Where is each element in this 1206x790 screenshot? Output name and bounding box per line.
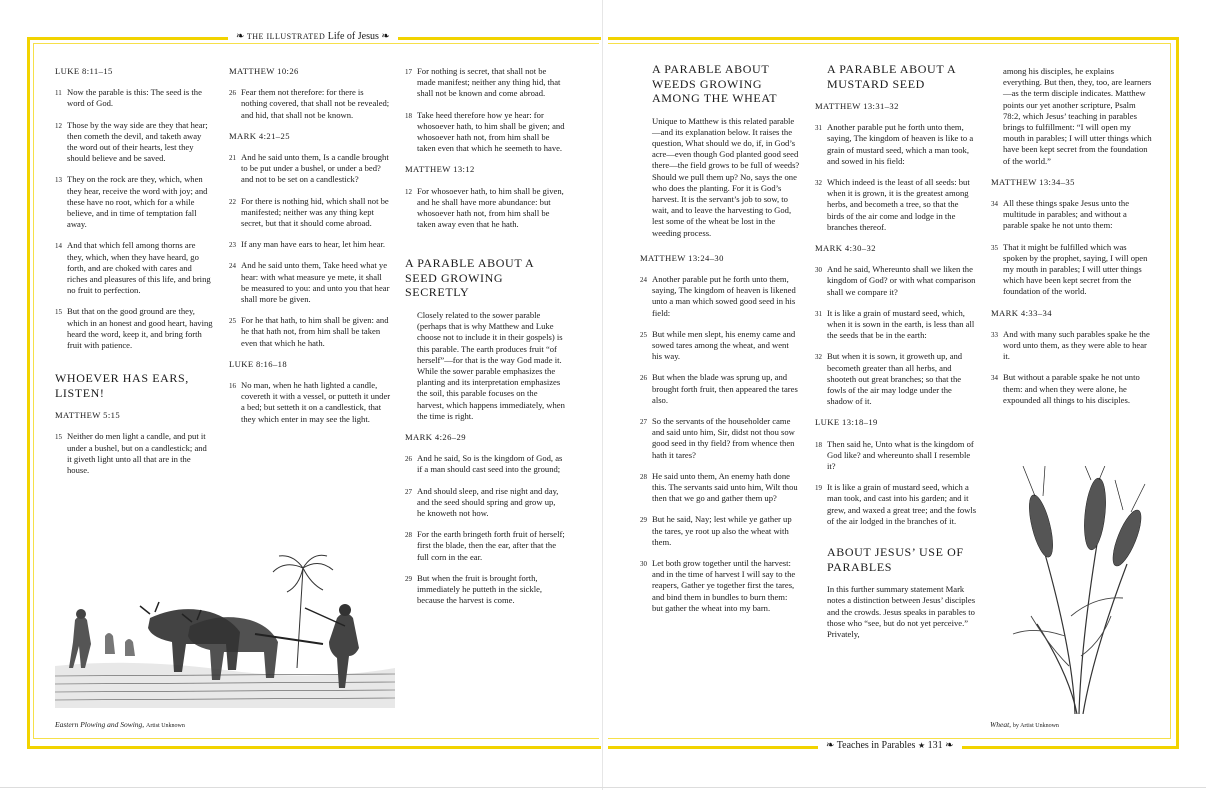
verse [55, 120, 213, 165]
page-number: 131 [927, 740, 943, 751]
verse-number: 35 [991, 243, 998, 252]
verse-text: And with many such parables spake he the word unto them, as they were able to hear it. [1003, 328, 1150, 362]
verse-text: They on the rock are they, which, when they hear, receive the word with joy; and these have no root, which for a while believe, and in time of temptation fall away. [67, 174, 208, 230]
verse [55, 87, 213, 109]
column-5 [815, 62, 977, 650]
column-2 [229, 66, 391, 435]
verse [405, 486, 565, 520]
verse-number: 13 [55, 176, 62, 185]
verse-text: But that on the good ground are they, which in an honest and good heart, having heard the word, keep it, and bring forth fruit with patience. [67, 306, 213, 351]
leaf-ornament-icon: ❧ [236, 31, 245, 42]
verse-number: 16 [229, 382, 236, 391]
verse-number: 31 [815, 124, 822, 133]
verse-number: 15 [55, 433, 62, 442]
verse-text: Fear them not therefore: for there is nothing covered, that shall not be revealed; and hid, that shall not be known. [241, 87, 390, 120]
section-heading: ABOUT JESUS’ USE OF PARABLES [827, 545, 964, 574]
verse-text: For there is nothing hid, which shall not be manifested; neither was any thing kept secret, but that it should come abroad. [241, 195, 389, 229]
verse-number: 17 [405, 68, 412, 76]
verse-text: Then said he, Unto what is the kingdom of God like? and whereunto shall I resemble it? [827, 438, 974, 472]
illustration-caption [990, 720, 1059, 729]
illustration-caption [55, 720, 185, 729]
section-heading: WHOEVER HAS EARS, LISTEN! [55, 371, 189, 400]
verse [815, 308, 977, 342]
verse [229, 196, 391, 230]
scripture-reference: MARK 4:26–29 [405, 431, 466, 442]
scripture-reference: MATTHEW 13:31–32 [815, 101, 899, 111]
scripture-reference: MARK 4:21–25 [229, 130, 290, 141]
verse [640, 471, 800, 505]
verse [991, 372, 1153, 406]
verse-text: Another parable put he forth unto them, saying, The kingdom of heaven is likened unto a man which sowed good seed in his field: [652, 273, 796, 318]
verse-text: But when it is sown, it groweth up, and becometh greater than all herbs, and shooteth out great branches; so that the fowls of the air may lodge under the shadow of it. [827, 351, 963, 407]
verse-number: 12 [405, 187, 412, 196]
verse [815, 439, 977, 473]
scripture-reference: MARK 4:33–34 [991, 307, 1052, 318]
verse-number: 32 [815, 179, 822, 188]
column-1 [55, 66, 213, 486]
scripture-reference: MATTHEW 5:15 [55, 410, 121, 421]
verse [640, 416, 800, 461]
scripture-reference: MATTHEW 13:12 [405, 164, 475, 175]
verse [640, 372, 800, 406]
scripture-reference: LUKE 8:11–15 [55, 66, 113, 76]
verse-text: Take heed therefore how ye hear: for whosoever hath, to him shall be given; and whosoever hath not, from him shall be taken even that which he seemeth to have. [417, 109, 565, 154]
column-4 [640, 62, 800, 624]
verse-number: 18 [815, 440, 822, 449]
caption-title: Wheat, [990, 720, 1012, 729]
verse [405, 453, 565, 475]
caption-title: Eastern Plowing and Sowing, [55, 720, 145, 729]
verse-number: 15 [55, 308, 62, 317]
verse-text: And that which fell among thorns are they, which, when they have heard, go forth, and are choked with cares and riches and pleasures of this life, and bring no fruit to perfection. [67, 240, 211, 296]
verse [815, 351, 977, 407]
verse-text: Let both grow together until the harvest: and in the time of harvest I will say to the reapers, Gather ye together first the tares, and bind them in bundles to burn them: but gather the wheat into my barn. [652, 558, 796, 613]
verse-number: 24 [229, 262, 236, 271]
verse-number: 14 [55, 242, 62, 251]
section-heading: A PARABLE ABOUT A SEED GROWING SECRETLY [405, 256, 534, 300]
verse-number: 26 [229, 89, 236, 98]
verse-text: And should sleep, and rise night and day, and the seed should spring and grow up, he knoweth not how. [417, 485, 559, 518]
verse-text: No man, when he hath lighted a candle, covereth it with a vessel, or putteth it under a bed; but setteth it on a candlestick, that they which enter in may see the light. [241, 380, 391, 424]
verse [991, 198, 1153, 232]
verse [991, 329, 1153, 363]
verse-text: For whosoever hath, to him shall be given, and he shall have more abundance: but whosoever hath not, from him shall be taken away even that he hath. [417, 185, 564, 230]
commentary-paragraph: among his disciples, he explains everything. But then, they, too, are learners—as the term disciple indicates. Matthew points our yet another scripture, Psalm 78:2, which Jesus’ teaching in parables brings to fulfillment: “I will open my mouth in parables; I will utter things which have been kept secret from the foundation of the world.” [1003, 66, 1152, 166]
verse-number: 19 [815, 484, 822, 493]
verse-text: And he said, Whereunto shall we liken the kingdom of God? or with what comparison shall we compare it? [827, 264, 976, 297]
verse [405, 186, 565, 231]
commentary-paragraph: In this further summary statement Mark notes a distinction between Jesus’ disciples and the crowds. Jesus speaks in parables to those who “see, but do not yet perceive.” Privately, [827, 584, 976, 639]
leaf-ornament-icon: ❧ [381, 31, 390, 42]
commentary-paragraph: Unique to Matthew is this related parable—and its explanation below. It raises the question, What should we do, if, in God’s acre—even though God planted good seed there—the field grows to be full of weeds? Should we pull them up? No, says the one who does the planting. For it is God’s harvest. It is the servant’s job to sow, to wait, and to leave the harvesting to God, lest some of the wheat be lost in the weeding process. [652, 115, 800, 238]
verse-number: 28 [640, 472, 647, 481]
leaf-ornament-icon: ❧ [826, 740, 835, 751]
verse-text: That it might be fulfilled which was spoken by the prophet, saying, I will open my mouth in parables; I will utter things which have been kept secret from the foundation of the world. [1003, 241, 1148, 297]
verse-number: 11 [55, 89, 62, 98]
verse [405, 110, 565, 155]
verse-number: 33 [991, 330, 998, 339]
verse [640, 329, 800, 363]
section-heading: A PARABLE ABOUT WEEDS GROWING AMONG THE WHEAT [652, 62, 778, 105]
verse-number: 29 [405, 574, 412, 583]
verse [991, 242, 1153, 298]
verse [229, 152, 391, 186]
verse-number: 28 [405, 531, 412, 540]
verse-text: For he that hath, to him shall be given: and he that hath not, from him shall be taken even that which he hath. [241, 315, 389, 348]
scripture-reference: MATTHEW 13:34–35 [991, 176, 1075, 187]
verse-text: It is like a grain of mustard seed, which a man took, and cast into his garden; and it grew, and waxed a great tree; and the fowls of the air lodged in the branches of it. [827, 482, 977, 526]
verse-number: 31 [815, 309, 822, 318]
verse-text: But when the fruit is brought forth, immediately he putteth in the sickle, because the harvest is come. [417, 572, 543, 606]
verse-text: It is like a grain of mustard seed, which, when it is sown in the earth, is less than all the seeds that be in the earth: [827, 307, 975, 341]
verse [229, 260, 391, 305]
verse-number: 21 [229, 154, 236, 163]
caption-artist: Artist Unknown [146, 723, 185, 729]
verse-number: 34 [991, 374, 998, 383]
column-3 [405, 66, 565, 616]
footer-section: Teaches in Parables [836, 740, 916, 751]
verse-number: 23 [229, 241, 236, 250]
running-header [228, 31, 398, 42]
scripture-reference: MATTHEW 13:24–30 [640, 252, 724, 263]
verse-text: But he said, Nay; lest while ye gather up the tares, ye root up also the wheat with them. [652, 514, 792, 547]
verse-text: Which indeed is the least of all seeds: but when it is grown, it is the greatest among herbs, and becometh a tree, so that the birds of the air come and lodge in the branches thereof. [827, 177, 970, 232]
verse-text: All these things spake Jesus unto the multitude in parables; and without a parable spake he not unto them: [1003, 198, 1130, 231]
scripture-reference: LUKE 8:16–18 [229, 358, 288, 369]
verse-text: And he said unto them, Is a candle brought to be put under a bushel, or under a bed? and not to be set on a candlestick? [241, 152, 389, 185]
verse-number: 29 [640, 516, 647, 525]
verse-text: He said unto them, An enemy hath done this. The servants said unto him, Wilt thou then that we go and gather them up? [652, 470, 798, 504]
verse-text: And he said unto them, Take heed what ye hear: with what measure ye mete, it shall be measured to you: and unto you that hear shall more be given. [241, 260, 390, 305]
verse [55, 174, 213, 230]
verse-number: 27 [640, 417, 647, 426]
section-heading: A PARABLE ABOUT A MUSTARD SEED [827, 62, 956, 91]
verse-text: But while men slept, his enemy came and sowed tares among the wheat, and went his way. [652, 328, 796, 362]
verse [405, 573, 565, 607]
verse-number: 18 [405, 111, 412, 120]
leaf-ornament-icon: ❧ [945, 740, 954, 751]
scripture-reference: LUKE 13:18–19 [815, 417, 878, 428]
verse [55, 240, 213, 296]
verse [55, 306, 213, 351]
verse-number: 30 [815, 266, 822, 275]
scripture-reference: MATTHEW 10:26 [229, 66, 299, 76]
verse-text: If any man have ears to hear, let him hear. [241, 239, 386, 250]
verse-text: Now the parable is this: The seed is the word of God. [67, 87, 202, 109]
verse-number: 25 [640, 330, 647, 339]
verse-number: 27 [405, 487, 412, 496]
verse-text: Neither do men light a candle, and put it under a bushel, but on a candlestick; and it giveth light unto all that are in the house. [67, 431, 207, 476]
verse [815, 482, 977, 527]
verse-number: 25 [229, 317, 236, 326]
column-6 [991, 66, 1153, 416]
verse [229, 380, 391, 425]
verse [640, 558, 800, 614]
footer-star-icon: ★ [917, 741, 926, 750]
verse-text: For nothing is secret, that shall not be made manifest; neither any thing hid, that shall not be known and come abroad. [417, 66, 561, 99]
verse-text: And he said, So is the kingdom of God, as if a man should cast seed into the ground; [417, 453, 563, 475]
bottom-divider [0, 787, 1206, 788]
verse-text: Another parable put he forth unto them, saying, The kingdom of heaven is like to a grain of mustard seed, which a man took, and sowed in his field: [827, 122, 974, 166]
verse-number: 26 [405, 455, 412, 464]
verse [229, 87, 391, 121]
verse-text: But when the blade was sprung up, and brought forth fruit, then appeared the tares also. [652, 372, 798, 405]
verse-number: 32 [815, 353, 822, 362]
verse [815, 264, 977, 298]
header-book-title-small: THE ILLUSTRATED [246, 32, 326, 41]
verse [229, 239, 391, 250]
verse-text: But without a parable spake he not unto them: and when they were alone, he expounded all things to his disciples. [1003, 372, 1140, 405]
verse-text: Those by the way side are they that hear; then cometh the devil, and taketh away the word out of their hearts, lest they should believe and be saved. [67, 119, 208, 164]
verse-number: 34 [991, 200, 998, 209]
verse [815, 177, 977, 233]
commentary-paragraph: Closely related to the sower parable (perhaps that is why Matthew and Luke choose not to include it in their gospels) is this parable. The earth produces fruit “of herself”—for that is the way God made it. While the sower parable emphasizes the planting and its interpretation emphasizes the soil, this parable focuses on the harvest, which happens immediately, when the time is right. [417, 309, 565, 421]
header-book-title-main: Life of Jesus [327, 31, 379, 42]
verse-number: 24 [640, 275, 647, 284]
verse [229, 315, 391, 349]
wheat-illustration [1005, 466, 1155, 714]
verse [640, 514, 800, 548]
verse-number: 22 [229, 197, 236, 206]
scripture-reference: MARK 4:30–32 [815, 243, 876, 254]
caption-artist: by Artist Unknown [1012, 723, 1059, 729]
verse-number: 30 [640, 560, 647, 568]
page-gutter [602, 0, 603, 790]
verse [640, 274, 800, 319]
plowing-illustration [55, 548, 395, 708]
running-footer [818, 740, 962, 751]
verse [405, 66, 565, 100]
verse [55, 431, 213, 476]
verse-number: 26 [640, 374, 647, 383]
verse-number: 12 [55, 121, 62, 130]
verse-text: So the servants of the householder came and said unto him, Sir, didst not thou sow good seed in thy field? from whence then hath it tares? [652, 415, 795, 460]
verse [405, 529, 565, 563]
verse [815, 122, 977, 167]
verse-text: For the earth bringeth forth fruit of herself; first the blade, then the ear, after that the full corn in the ear. [417, 529, 565, 562]
